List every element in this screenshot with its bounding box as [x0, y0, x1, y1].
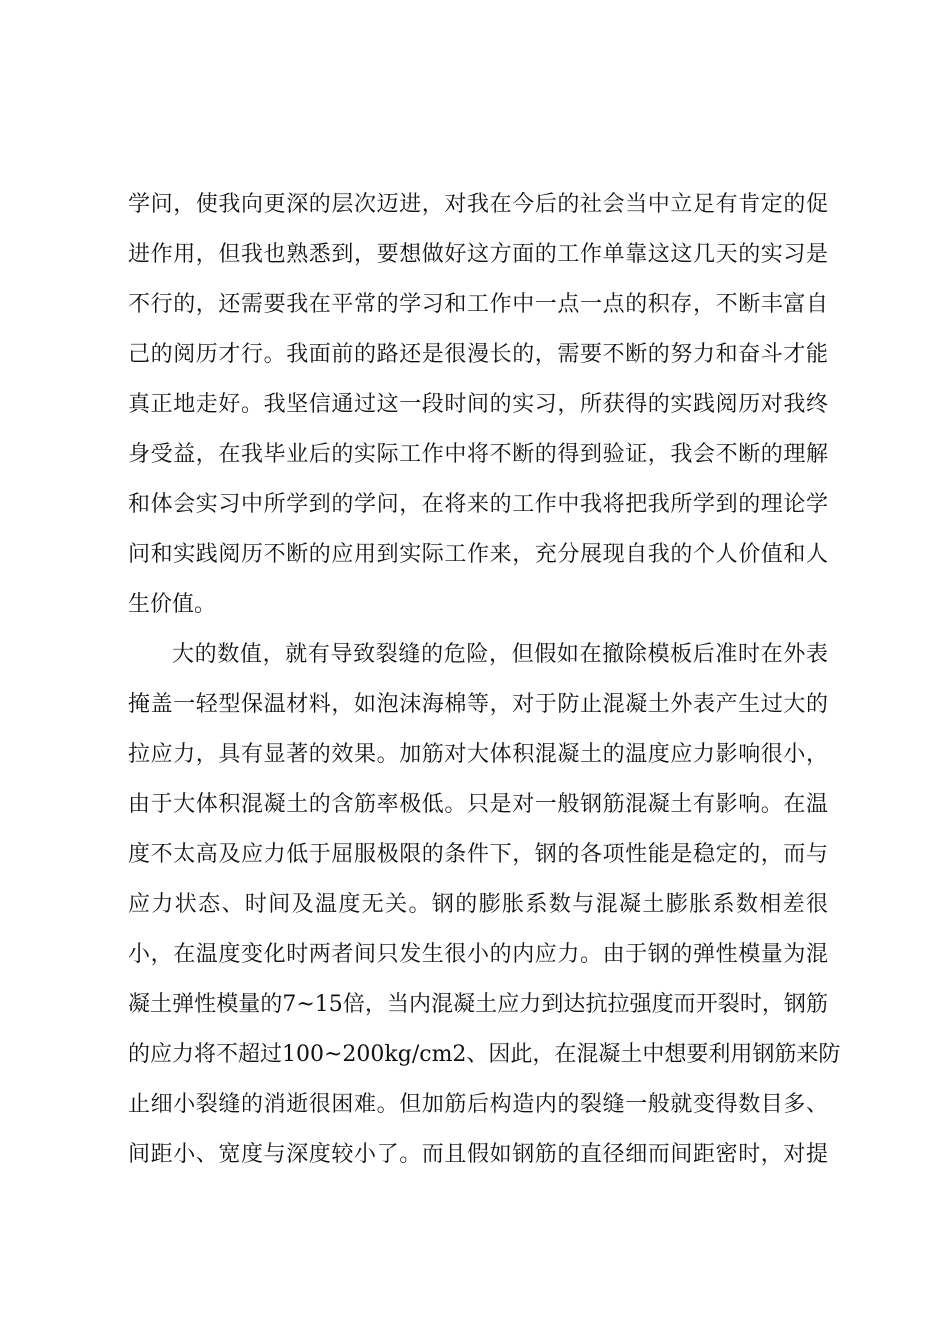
text-line: 凝土弹性模量的7~15倍，当内混凝土应力到达抗拉强度而开裂时，钢筋 — [128, 992, 828, 1017]
text-line: 大的数值，就有导致裂缝的危险，但假如在撤除模板后准时在外表 — [172, 642, 828, 667]
paragraph-concrete-reinforcement — [128, 630, 841, 1180]
text-line: 己的阅历才行。我面前的路还是很漫长的，需要不断的努力和奋斗才能 — [128, 342, 828, 367]
text-line: 的应力将不超过100~200kg/cm2、因此，在混凝土中想要利用钢筋来防 — [128, 1042, 841, 1067]
paragraph-internship-summary — [128, 180, 828, 630]
text-line: 问和实践阅历不断的应用到实际工作来，充分展现自我的个人价值和人 — [128, 542, 828, 567]
text-line: 掩盖一轻型保温材料，如泡沫海棉等，对于防止混凝土外表产生过大的 — [128, 692, 828, 717]
text-line: 度不太高及应力低于屈服极限的条件下，钢的各项性能是稳定的，而与 — [128, 842, 828, 867]
text-line: 身受益，在我毕业后的实际工作中将不断的得到验证，我会不断的理解 — [128, 442, 828, 467]
text-line: 止细小裂缝的消逝很困难。但加筋后构造内的裂缝一般就变得数目多、 — [128, 1092, 828, 1117]
text-line: 真正地走好。我坚信通过这一段时间的实习，所获得的实践阅历对我终 — [128, 392, 828, 417]
text-line: 由于大体积混凝土的含筋率极低。只是对一般钢筋混凝土有影响。在温 — [128, 792, 828, 817]
text-line: 学问，使我向更深的层次迈进，对我在今后的社会当中立足有肯定的促 — [128, 192, 828, 217]
text-line: 生价值。 — [128, 592, 217, 617]
text-line: 应力状态、时间及温度无关。钢的膨胀系数与混凝土膨胀系数相差很 — [128, 892, 828, 917]
text-line: 间距小、宽度与深度较小了。而且假如钢筋的直径细而间距密时，对提 — [128, 1142, 828, 1167]
text-line: 和体会实习中所学到的学问，在将来的工作中我将把我所学到的理论学 — [128, 492, 828, 517]
text-line: 小，在温度变化时两者间只发生很小的内应力。由于钢的弹性模量为混 — [128, 942, 828, 967]
text-line: 拉应力，具有显著的效果。加筋对大体积混凝土的温度应力影响很小， — [128, 742, 828, 767]
text-line: 进作用，但我也熟悉到，要想做好这方面的工作单靠这这几天的实习是 — [128, 242, 828, 267]
text-line: 不行的，还需要我在平常的学习和工作中一点一点的积存，不断丰富自 — [128, 292, 828, 317]
